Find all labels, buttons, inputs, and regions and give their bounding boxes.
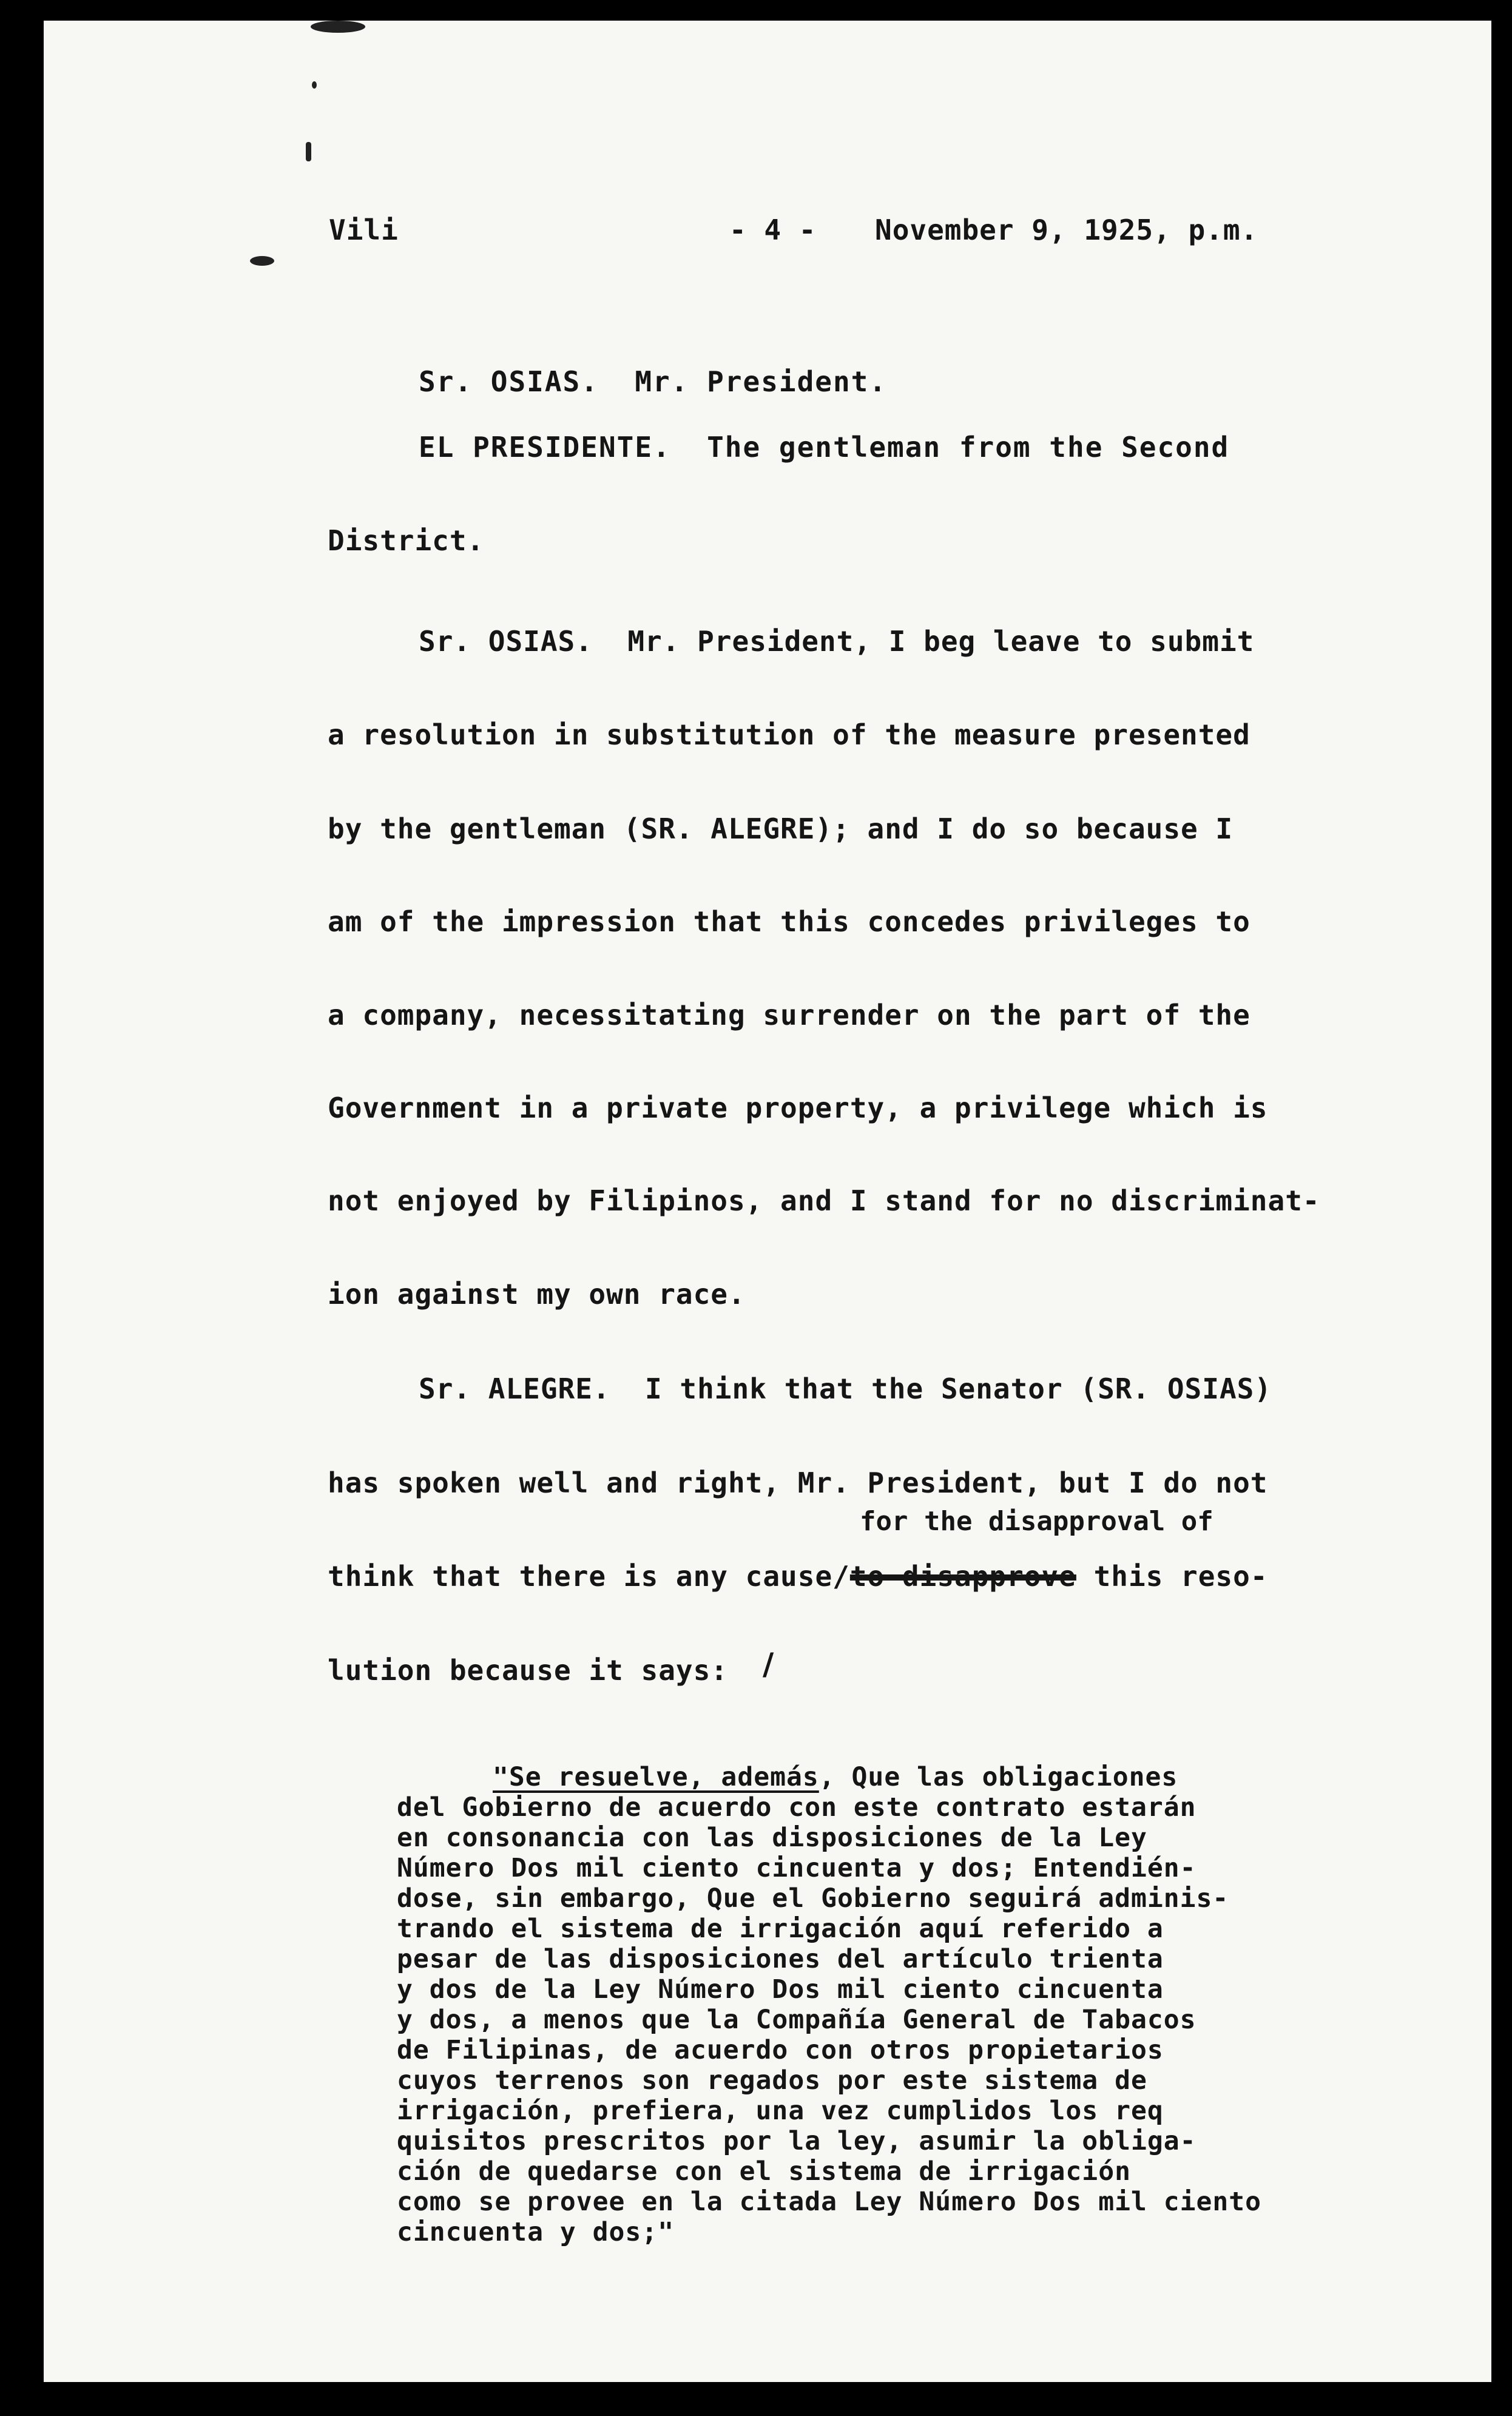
- speaker-line: Sr. OSIAS. Mr. President, I beg leave to submit: [419, 625, 1255, 658]
- page-number: - 4 -: [729, 214, 817, 246]
- body-line: a company, necessitating surrender on the part of the: [328, 999, 1250, 1031]
- quote-line: del Gobierno de acuerdo con este contrato estarán: [397, 1792, 1196, 1823]
- amended-line: [328, 1560, 1268, 1593]
- ink-mark: [250, 256, 274, 266]
- ink-mark: [306, 142, 311, 161]
- body-line: lution because it says:: [328, 1654, 728, 1687]
- body-line: District.: [328, 524, 485, 557]
- body-line: by the gentleman (SR. ALEGRE); and I do so because I: [328, 812, 1234, 845]
- session-date: November 9, 1925, p.m.: [875, 214, 1258, 246]
- quote-line: Número Dos mil ciento cincuenta y dos; Entendién-: [397, 1853, 1196, 1883]
- quote-line: cuyos terrenos son regados por este sistema de: [397, 2065, 1147, 2096]
- quote-underlined: "Se resuelve, además: [493, 1762, 819, 1792]
- struck-text: to disapprove: [849, 1560, 1076, 1593]
- quote-line: en consonancia con las disposiciones de la Ley: [397, 1823, 1147, 1853]
- quote-line: y dos, a menos que la Compañía General de Tabacos: [397, 2005, 1196, 2035]
- amended-before: think that there is any cause/: [328, 1560, 850, 1593]
- speaker-line: Sr. OSIAS. Mr. President.: [419, 365, 888, 398]
- speaker-line: EL PRESIDENTE. The gentleman from the Second: [419, 431, 1230, 464]
- ink-mark: [311, 21, 365, 33]
- quote-line: y dos de la Ley Número Dos mil ciento cincuenta: [397, 1974, 1164, 2005]
- quote-line: cincuenta y dos;": [397, 2217, 675, 2247]
- page-code: Vili: [329, 214, 399, 246]
- quote-line: ción de quedarse con el sistema de irrigación: [397, 2156, 1131, 2187]
- body-line: Government in a private property, a privilege which is: [328, 1092, 1268, 1124]
- quote-line: trando el sistema de irrigación aquí referido a: [397, 1914, 1164, 1944]
- document-page: [44, 21, 1491, 2382]
- body-line: a resolution in substitution of the measure presented: [328, 718, 1250, 751]
- speaker-line: Sr. ALEGRE. I think that the Senator (SR. OSIAS): [419, 1372, 1272, 1405]
- inserted-amendment: for the disapproval of: [860, 1506, 1213, 1537]
- body-line: has spoken well and right, Mr. President, but I do not: [328, 1466, 1268, 1499]
- quote-line: como se provee en la citada Ley Número Dos mil ciento: [397, 2187, 1262, 2217]
- body-line: am of the impression that this concedes privileges to: [328, 905, 1250, 938]
- quote-line: irrigación, prefiera, una vez cumplidos los req: [397, 2096, 1164, 2126]
- quote-line: dose, sin embargo, Que el Gobierno seguirá adminis-: [397, 1883, 1229, 1914]
- quote-line: quisitos prescritos por la ley, asumir la obliga-: [397, 2126, 1196, 2156]
- amended-after: this reso-: [1076, 1560, 1268, 1593]
- quote-line: pesar de las disposiciones del artículo trienta: [397, 1944, 1164, 1974]
- quote-line: de Filipinas, de acuerdo con otros propietarios: [397, 2035, 1164, 2065]
- body-line: ion against my own race.: [328, 1278, 746, 1311]
- quote-first-line: [493, 1762, 1178, 1792]
- check-mark: /: [763, 1647, 774, 1682]
- ink-mark: [312, 81, 317, 89]
- body-line: not enjoyed by Filipinos, and I stand for no discriminat-: [328, 1184, 1320, 1217]
- quote-first-rest: , Que las obligaciones: [818, 1762, 1178, 1792]
